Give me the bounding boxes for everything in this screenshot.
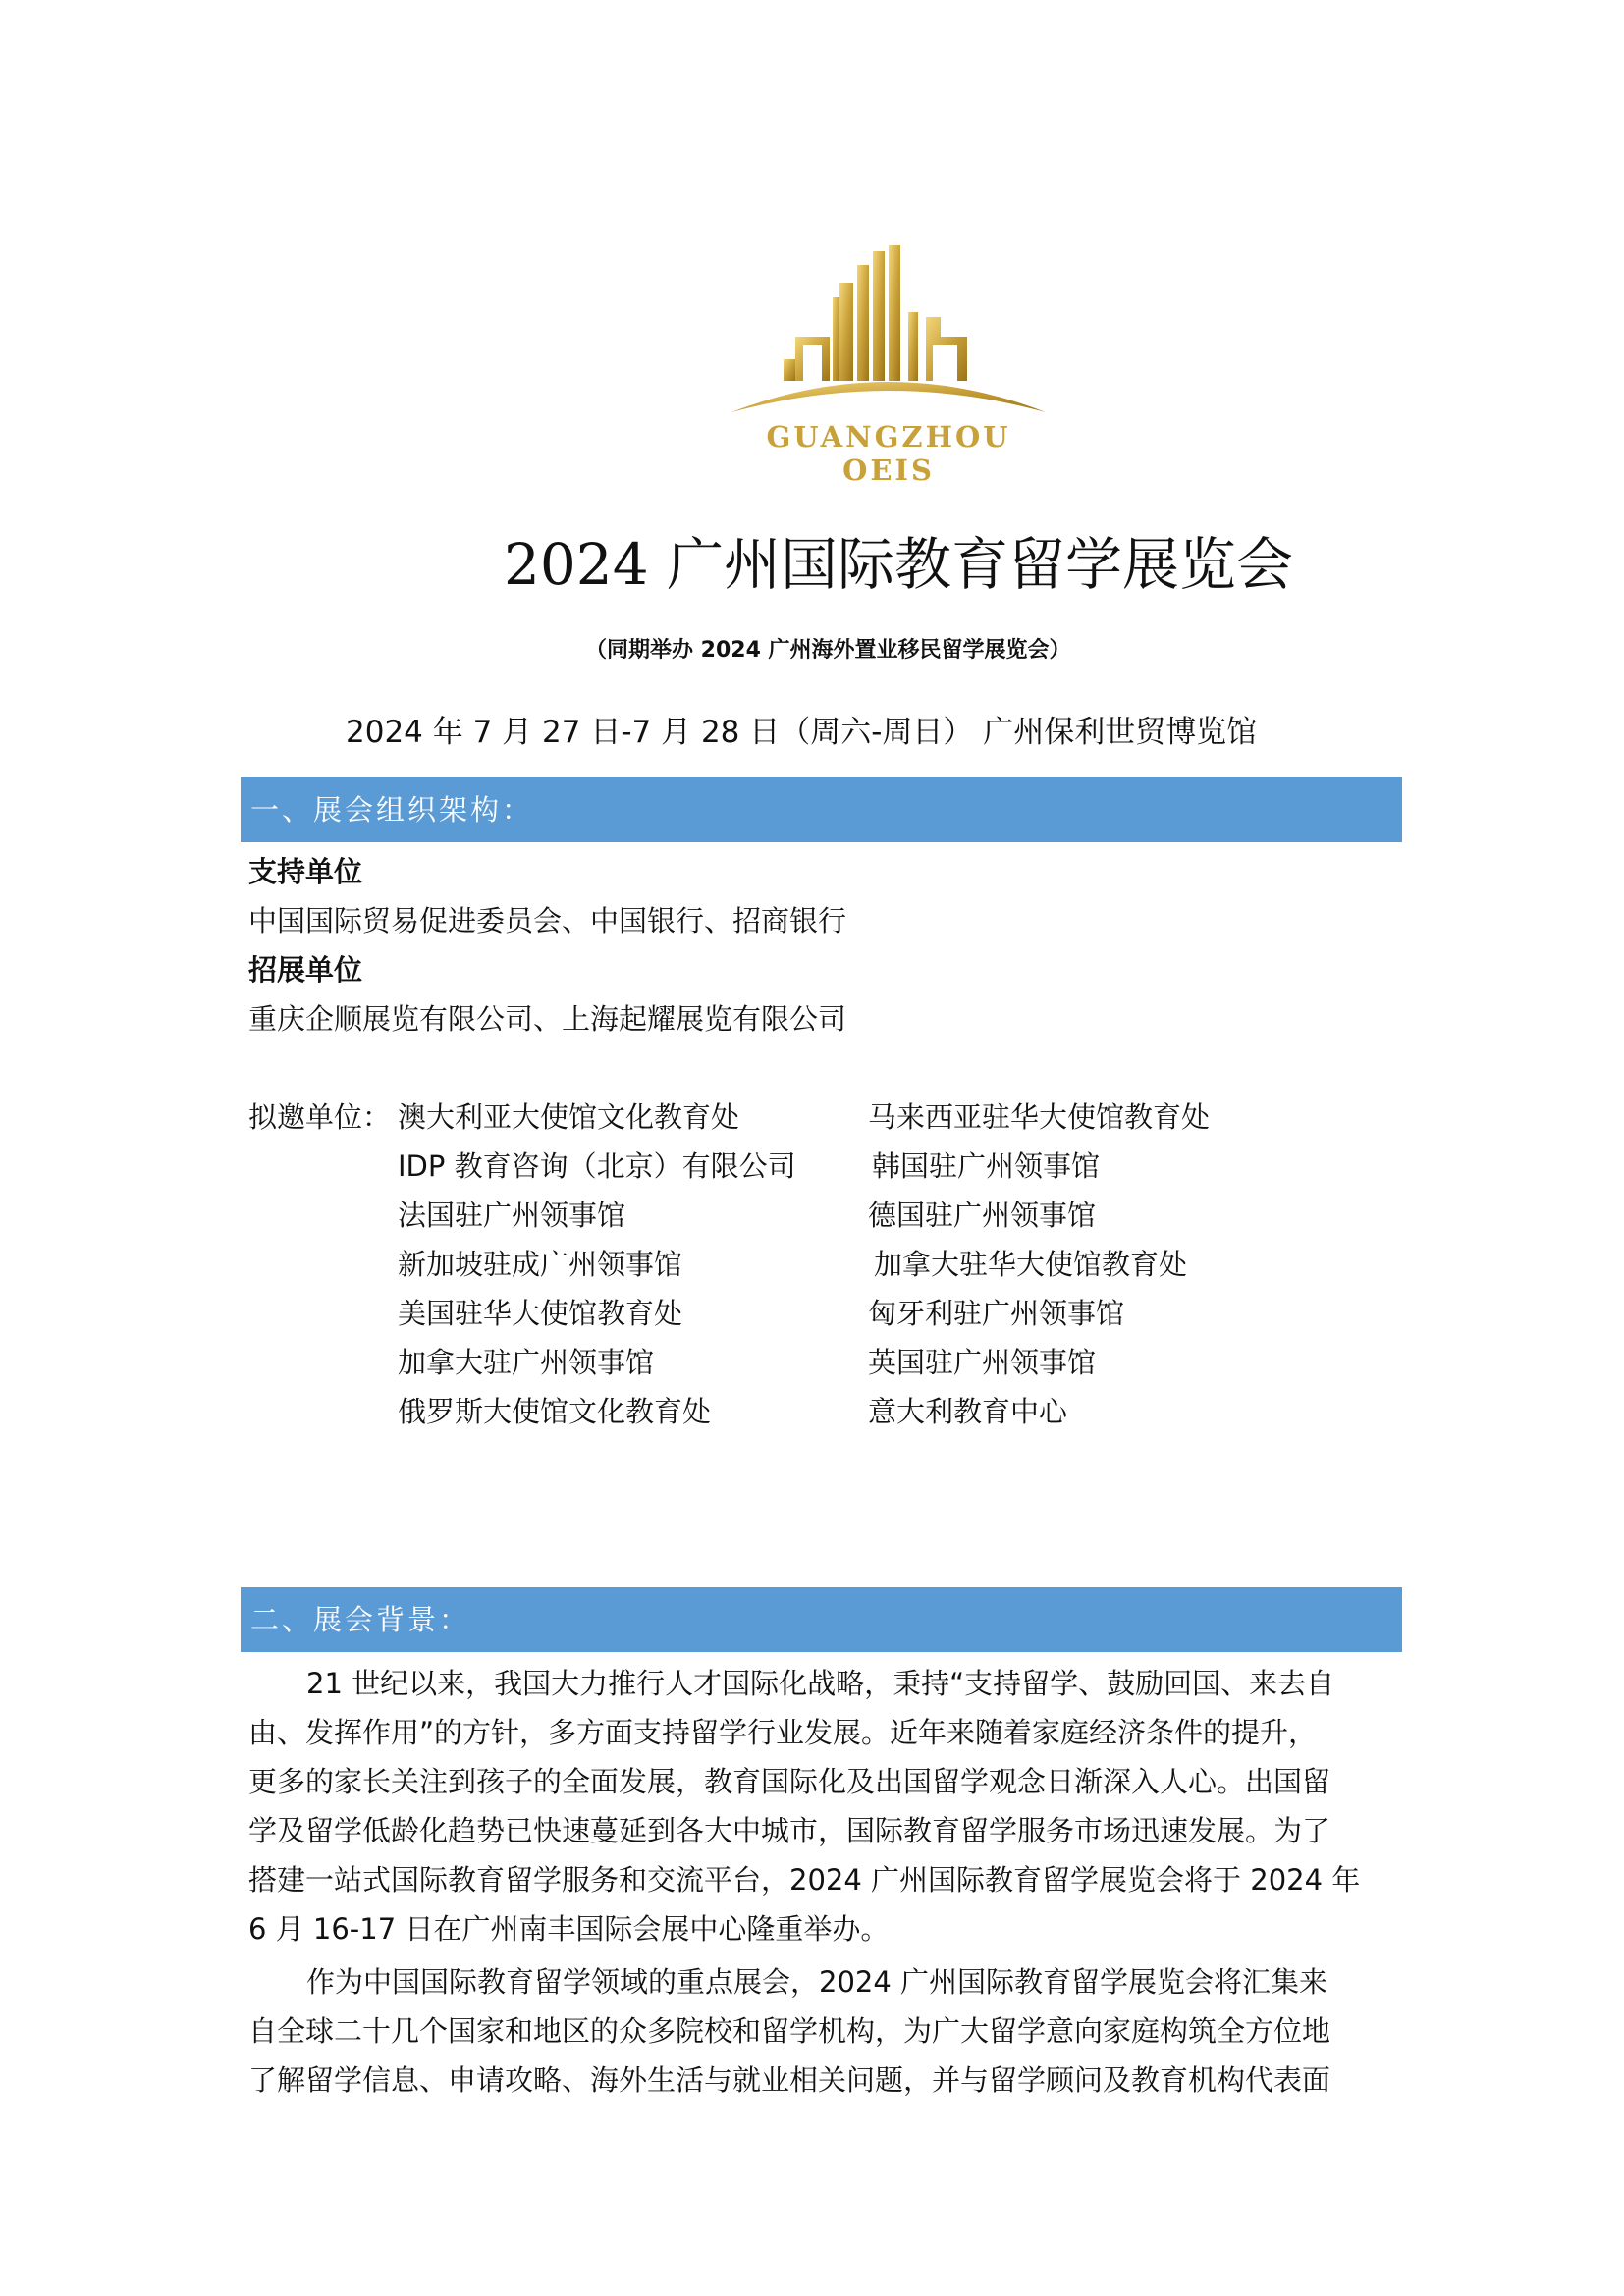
invited-left-item: 澳大利亚大使馆文化教育处 (398, 1100, 740, 1134)
page-title: 2024 广州国际教育留学展览会 (504, 531, 1294, 598)
paragraph-line: 了解留学信息、申请攻略、海外生活与就业相关问题，并与留学顾问及教育机构代表面 (248, 2063, 1331, 2097)
invited-right-item: 韩国驻广州领事馆 (872, 1149, 1101, 1183)
paragraph-line: 21 世纪以来，我国大力推行人才国际化战略，秉持“支持留学、鼓励回国、来去自 (306, 1667, 1335, 1700)
paragraph-line: 作为中国国际教育留学领域的重点展会，2024 广州国际教育留学展览会将汇集来 (306, 1965, 1328, 1999)
logo-text: GUANGZHOU OEIS (766, 420, 1011, 487)
invited-right-item: 匈牙利驻广州领事馆 (868, 1297, 1125, 1330)
organizer-label: 招展单位 (248, 953, 363, 987)
paragraph-line: 由、发挥作用”的方针，多方面支持留学行业发展。近年来随着家庭经济条件的提升， (248, 1716, 1318, 1749)
support-label: 支持单位 (248, 855, 363, 888)
invited-right-item: 德国驻广州领事馆 (868, 1199, 1097, 1232)
organizer-text: 重庆企顺展览有限公司、上海起耀展览有限公司 (248, 1002, 847, 1036)
section-2-heading: 二、展会背景： (241, 1587, 1402, 1652)
invited-right-item: 加拿大驻华大使馆教育处 (874, 1248, 1188, 1281)
support-text: 中国国际贸易促进委员会、中国银行、招商银行 (248, 904, 847, 937)
invited-left-item: 加拿大驻广州领事馆 (398, 1346, 655, 1379)
paragraph-line: 学及留学低龄化趋势已快速蔓延到各大中城市，国际教育留学服务市场迅速发展。为了 (248, 1814, 1331, 1847)
paragraph-line: 更多的家长关注到孩子的全面发展，教育国际化及出国留学观念日渐深入人心。出国留 (248, 1765, 1331, 1798)
invited-left-item: 俄罗斯大使馆文化教育处 (398, 1395, 712, 1428)
invited-right-item: 意大利教育中心 (868, 1395, 1068, 1428)
invited-right-item: 马来西亚驻华大使馆教育处 (868, 1100, 1211, 1134)
invited-left-item: IDP 教育咨询（北京）有限公司 (398, 1149, 796, 1183)
paragraph-line: 搭建一站式国际教育留学服务和交流平台，2024 广州国际教育留学展览会将于 2024 年 (248, 1863, 1361, 1896)
section-1-heading: 一、展会组织架构： (241, 777, 1402, 842)
page-subtitle: （同期举办 2024 广州海外置业移民留学展览会） (585, 638, 1071, 663)
invited-left-item: 美国驻华大使馆教育处 (398, 1297, 683, 1330)
date-venue-line: 2024 年 7 月 27 日-7 月 28 日（周六-周日） 广州保利世贸博览馆 (346, 715, 1258, 750)
paragraph-line: 6 月 16-17 日在广州南丰国际会展中心隆重举办。 (248, 1912, 890, 1946)
invited-right-item: 英国驻广州领事馆 (868, 1346, 1097, 1379)
invited-left-item: 法国驻广州领事馆 (398, 1199, 626, 1232)
invited-left-item: 新加坡驻成广州领事馆 (398, 1248, 683, 1281)
paragraph-line: 自全球二十几个国家和地区的众多院校和留学机构，为广大留学意向家庭构筑全方位地 (248, 2014, 1331, 2048)
invited-label: 拟邀单位： (248, 1100, 392, 1134)
